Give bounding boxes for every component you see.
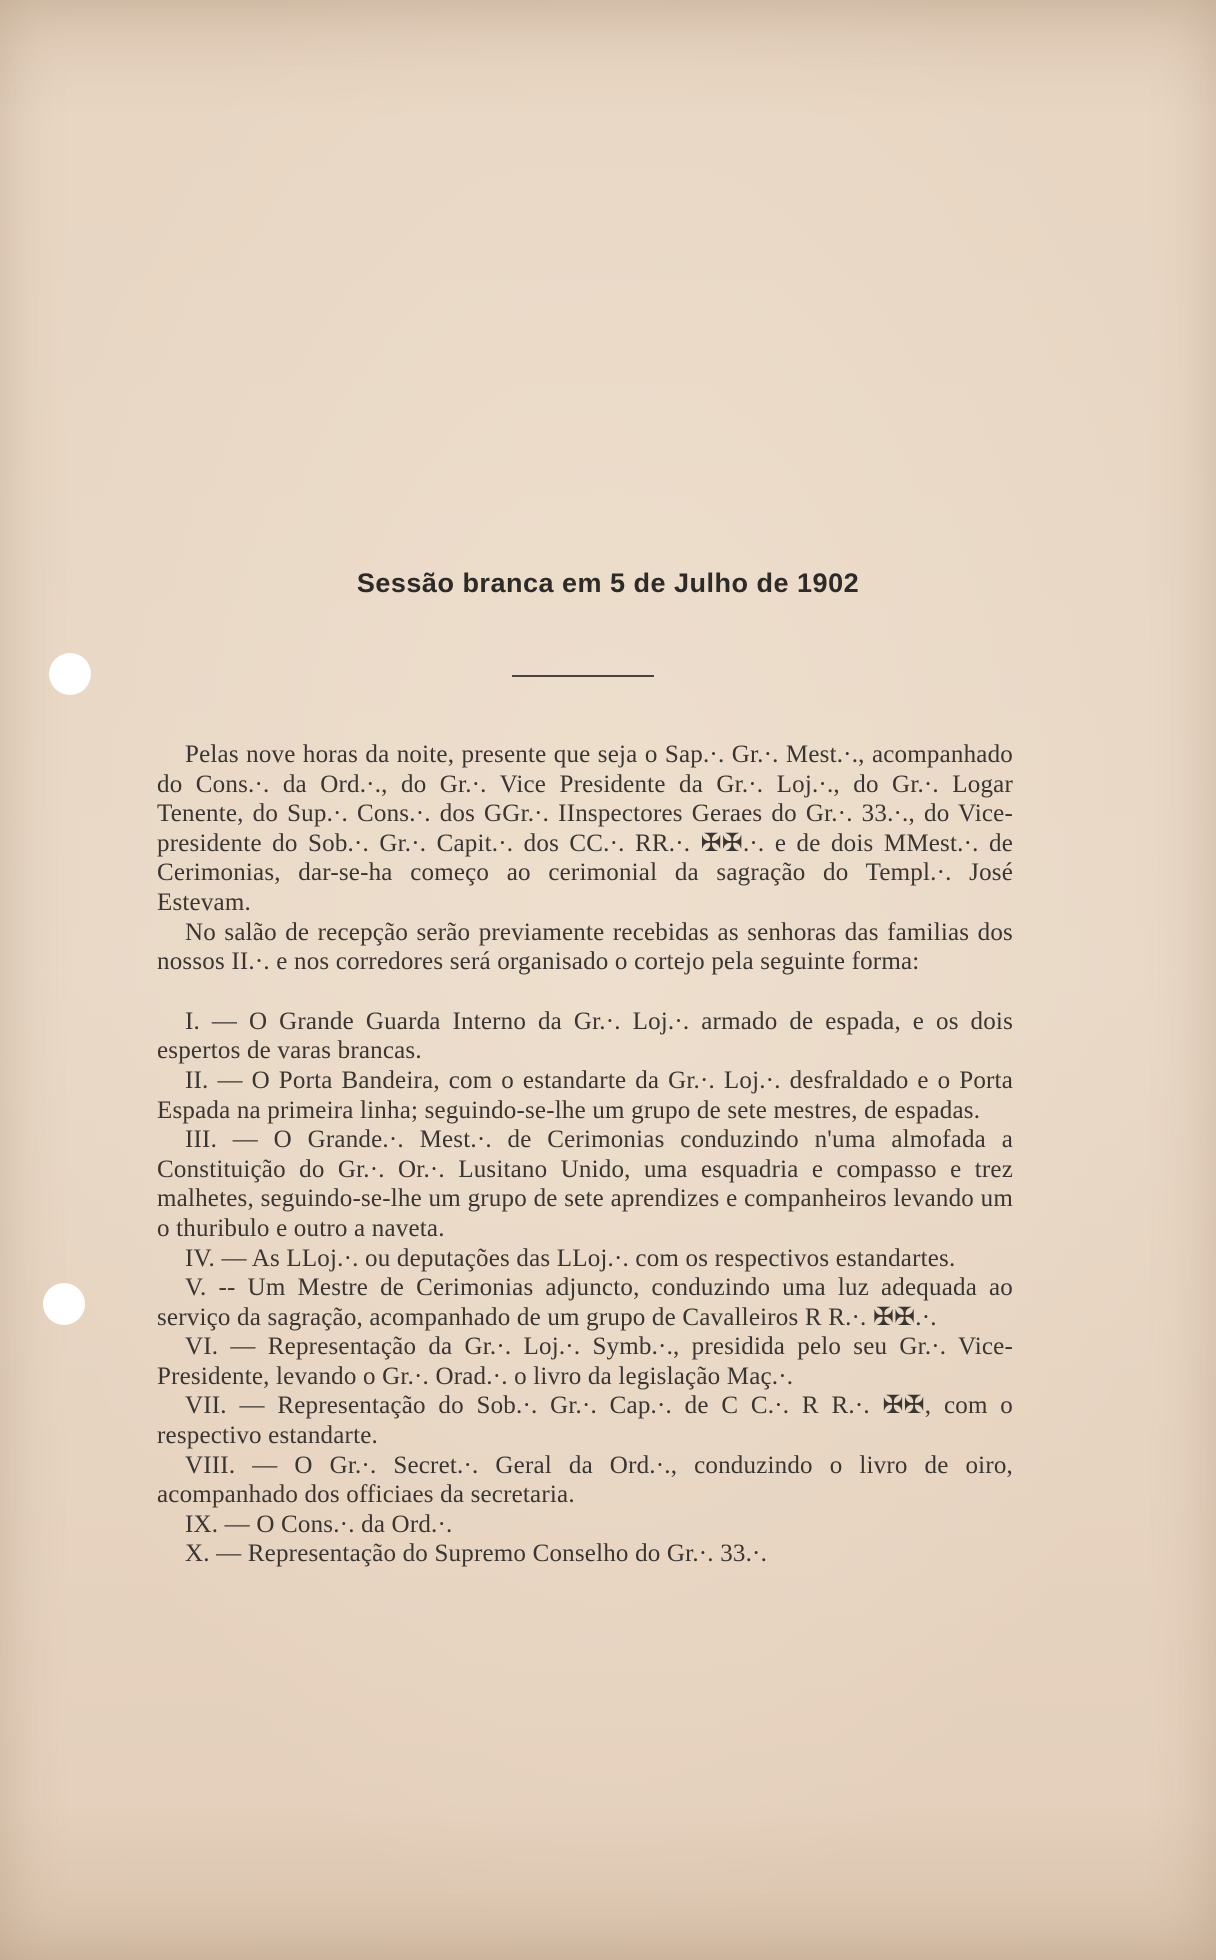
procession-item-7: VII. — Representação do Sob.·. Gr.·. Cap.·. de C C.·. R R.·. ✠✠, com o respectivo estandarte. (157, 1392, 1013, 1450)
intro-paragraph: No salão de recepção serão previamente recebidas as senhoras das familias dos nossos II.·. e nos corredores será organisado o cortejo pela seguinte forma: (157, 918, 1013, 976)
document-body (157, 740, 1013, 1569)
procession-item-3: III. — O Grande.·. Mest.·. de Cerimonias conduzindo n'uma almofada a Constituição do Gr.·. Or.·. Lusitano Unido, uma esquadria e compasso e trez malhetes, seguindo-se-lhe um grupo de sete aprendizes e companheiros levando um o thuribulo e outro a naveta. (157, 1126, 1013, 1242)
procession-item-9: IX. — O Cons.·. da Ord.·. (185, 1510, 453, 1538)
document-title: Sessão branca em 5 de Julho de 1902 (356, 568, 860, 598)
title-divider (512, 675, 654, 677)
procession-item-6: VI. — Representação da Gr.·. Loj.·. Symb.·., presidida pelo seu Gr.·. Vice-Presidente, levando o Gr.·. Orad.·. o livro da legislação Maç.·. (157, 1333, 1013, 1390)
punch-hole-top (49, 653, 91, 695)
section-gap (157, 977, 1013, 1007)
procession-item-5: V. -- Um Mestre de Cerimonias adjuncto, conduzindo uma luz adequada ao serviço da sagração, acompanhado de um grupo de Cavalleiros R R.·. ✠✠.·. (157, 1274, 1013, 1331)
procession-item-4: IV. — As LLoj.·. ou deputações das LLoj.·. com os respectivos estandartes. (185, 1244, 956, 1272)
intro-paragraph: Pelas nove horas da noite, presente que seja o Sap.·. Gr.·. Mest.·., acompanhado do Cons.·. da Ord.·., do Gr.·. Vice Presidente da Gr.·. Loj.·., do Gr.·. Logar Tenente, do Sup.·. Cons.·. dos GGr.·. IInspectores Geraes do Gr.·. 33.·., do Vice-presidente do Sob.·. Gr.·. Capit.·. dos CC.·. RR.·. ✠✠.·. e de dois MMest.·. de Cerimonias, dar-se-ha começo ao cerimonial da sagração do Templ.·. José Estevam. (157, 741, 1013, 916)
procession-item-1: I. — O Grande Guarda Interno da Gr.·. Loj.·. armado de espada, e os dois espertos de varas brancas. (157, 1007, 1013, 1065)
punch-hole-bottom (43, 1283, 85, 1325)
procession-item-10: X. — Representação do Supremo Conselho do Gr.·. 33.·. (185, 1540, 768, 1568)
procession-item-2: II. — O Porta Bandeira, com o estandarte da Gr.·. Loj.·. desfraldado e o Porta Espada na primeira linha; seguindo-se-lhe um grupo de sete mestres, de espadas. (157, 1066, 1013, 1124)
procession-item-8: VIII. — O Gr.·. Secret.·. Geral da Ord.·., conduzindo o livro de oiro, acompanhado dos officiaes da secretaria. (157, 1451, 1013, 1509)
